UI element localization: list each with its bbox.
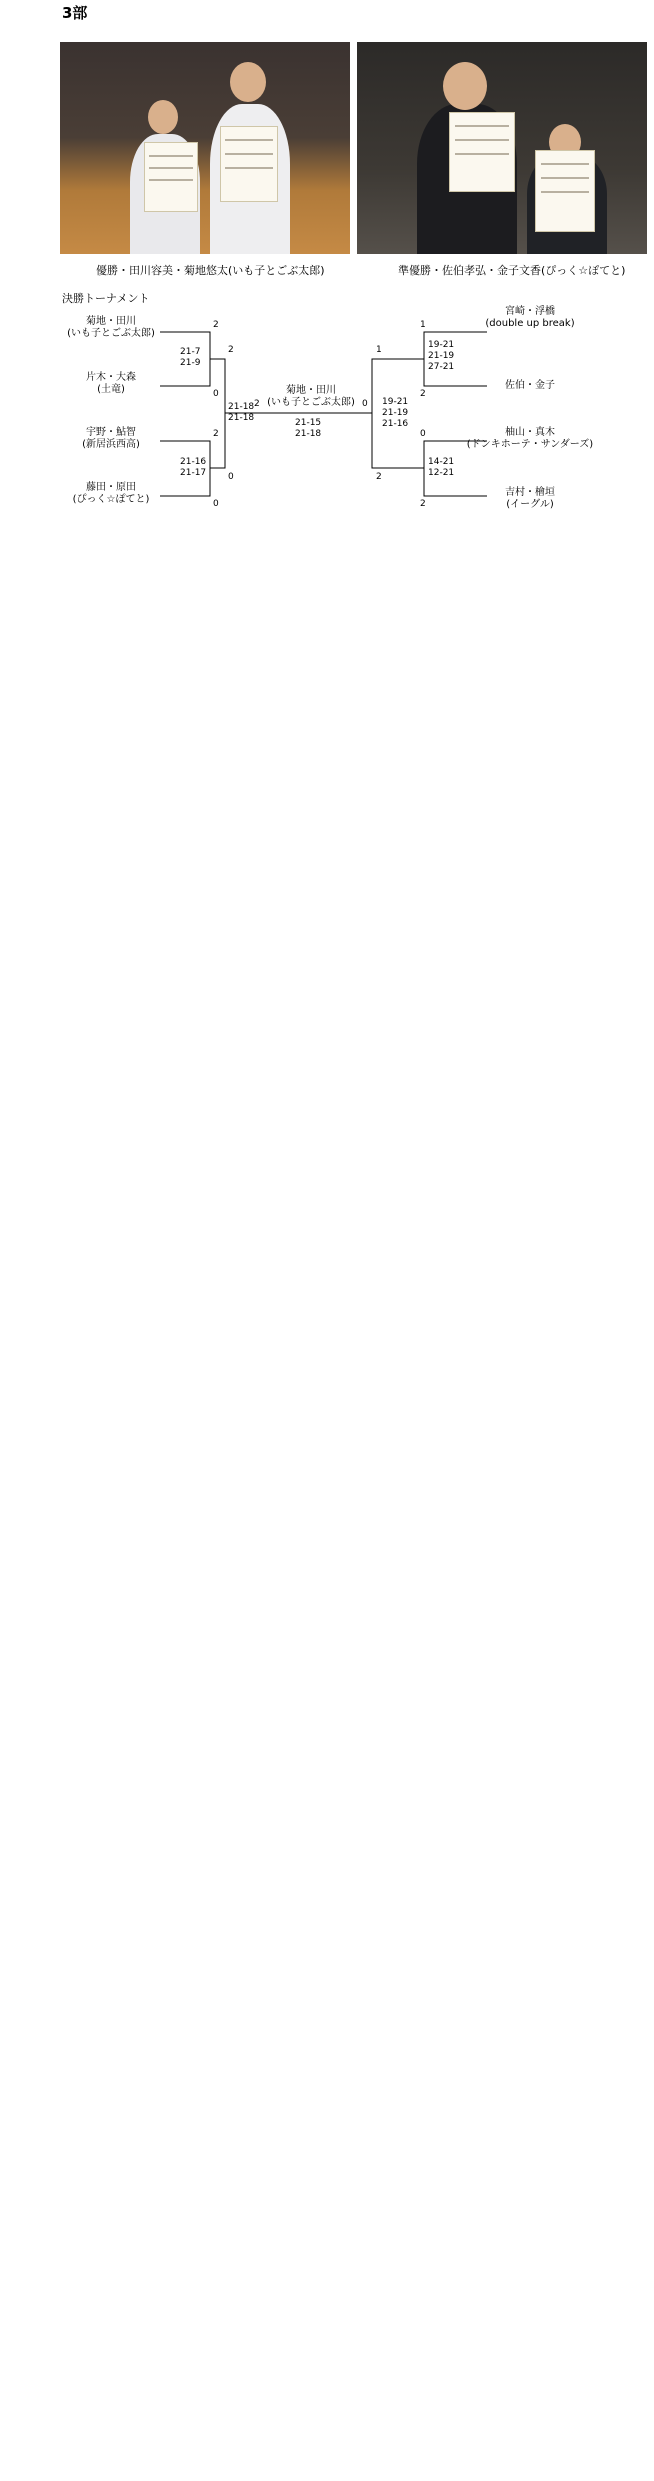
bracket-num: 0 [420, 429, 426, 439]
bracket-right-entry: 佐伯・金子 [505, 380, 555, 391]
bracket-num: 2 [228, 345, 234, 355]
bracket-num: 2 [376, 472, 382, 482]
bracket-num: 2 [420, 499, 426, 509]
bracket-num: 2 [254, 399, 260, 409]
bracket-score: 21-16 21-17 [180, 457, 207, 478]
bracket-num: 1 [376, 345, 382, 355]
bracket-right-entry: 柚山・真木 (ドンキホーテ・サンダーズ) [466, 427, 594, 450]
bracket-num: 1 [420, 320, 426, 330]
bracket-num: 0 [213, 389, 219, 399]
bracket-title: 決勝トーナメント [62, 292, 150, 305]
bracket-num: 2 [213, 429, 219, 439]
bracket-left-entry: 菊地・田川 (いも子とごぶ太郎) [67, 316, 155, 339]
bracket-score: 21-7 21-9 [180, 347, 201, 368]
bracket-num: 2 [213, 320, 219, 330]
bracket-score: 19-21 21-19 27-21 [428, 340, 455, 372]
bracket-left-entry: 宇野・鮎智 (新居浜西高) [82, 427, 140, 450]
bracket-score: 21-15 21-18 [295, 418, 322, 439]
bracket-num: 0 [362, 399, 368, 409]
bracket-score: 14-21 12-21 [428, 457, 455, 478]
bracket-left-entry: 片木・大森 (土竜) [86, 372, 136, 395]
runners-up-caption: 準優勝・佐伯孝弘・金子文香(ぴっく☆ぽてと) [398, 264, 626, 277]
bracket-final-winner: 菊地・田川 (いも子とごぶ太郎) [267, 385, 355, 408]
page-heading: 3部 [62, 4, 88, 22]
bracket-num: 0 [228, 472, 234, 482]
bracket-right-entry: 宮崎・浮橋 (double up break) [485, 306, 575, 329]
bracket-right-entry: 吉村・檜垣 (イーグル) [505, 487, 555, 510]
bracket-score: 19-21 21-19 21-16 [382, 397, 409, 429]
bracket-num: 0 [213, 499, 219, 509]
winners-caption: 優勝・田川容美・菊地悠太(いも子とごぶ太郎) [96, 264, 325, 277]
bracket-num: 2 [420, 389, 426, 399]
bracket-score: 21-18 21-18 [228, 402, 255, 423]
bracket-left-entry: 藤田・原田 (ぴっく☆ぽてと) [72, 482, 150, 505]
